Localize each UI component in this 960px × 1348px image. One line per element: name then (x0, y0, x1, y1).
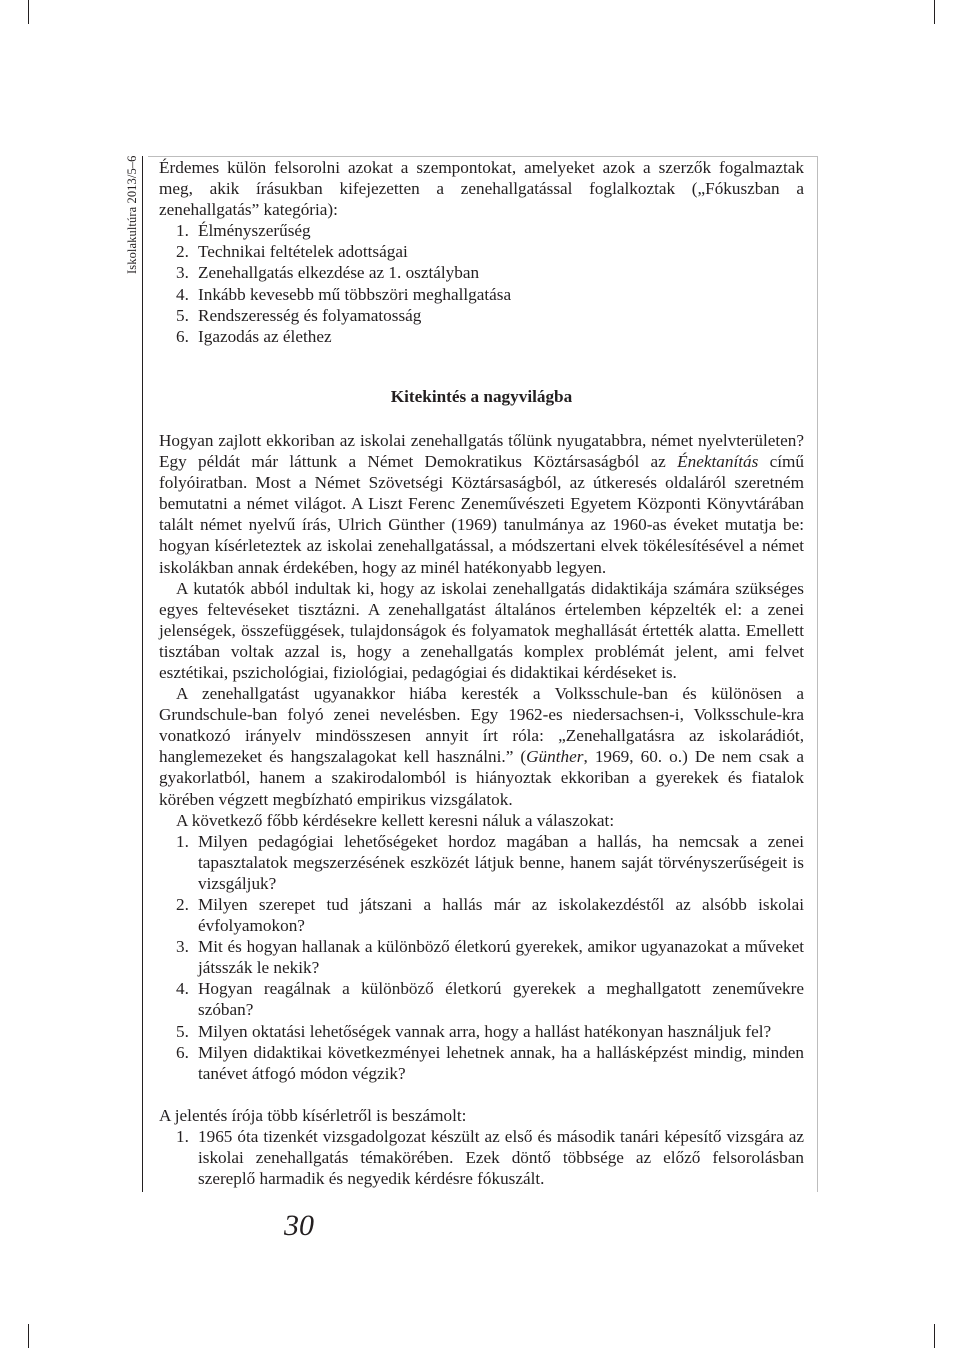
list-item: 2. Milyen szerepet tud játszani a hallás már az iskolakezdéstől az alsóbb iskolai évfolyamokon? (176, 895, 804, 936)
crop-mark-top-right (934, 0, 935, 24)
list-item: 5. Rendszeresség és folyamatosság (176, 305, 422, 325)
spacer (159, 1084, 804, 1105)
intro-paragraph: Érdemes külön felsorolni azokat a szempontokat, amelyeket azok a szerzők fogalmaztak meg, akik írásukban kifejezetten a zenehallgatással foglalkoztak („Fókuszban a zenehallgatás” kategória): (159, 158, 804, 220)
paragraph-2: A kutatók abból indultak ki, hogy az iskolai zenehallgatás didaktikája számára szükséges egyes feltevéseket tisztázni. A zenehallgatást általános értelemben képzelték el: a zenei jelenségek, összefüggések, tulajdonságok és folyamatok meghallását értették alatta. Emellett tisztában voltak azzal is, hogy a zenehallgatás komplex problémát jelent, ami felvet esztétikai, pszichológiai, fiziológiai, pedagógiai és didaktikai kérdéseket is. (159, 578, 804, 682)
experiments-list (159, 1126, 804, 1189)
crop-mark-bottom-left (28, 1324, 29, 1348)
list-item: 6. Igazodás az élethez (176, 326, 332, 346)
criteria-list (159, 220, 804, 347)
paragraph-4: A következő főbb kérdésekre kellett keresni náluk a válaszokat: (176, 810, 615, 830)
list-item: 3. Zenehallgatás elkezdése az 1. osztályban (176, 263, 480, 283)
list-item: 1. Élményszerűség (176, 221, 311, 241)
paragraph-3: A zenehallgatást ugyanakkor hiába keresték a Volksschule-ban és különösen a Grundschule-ban folyó zenei nevelésben. Egy 1962-es niedersachsen-i, Volksschule-kra vonatkozó irányelv mindösszesen annyit írt róla: „Zenehallgatásra az iskolarádiót, hanglemezeket és hangszalagokat kell használni.” (Günther, 1969, 60. o.) De nem csak a gyakorlatból, hanem a szakirodalomból is hiányoztak ekkoriban a gyerekek és fiatalok körében végzett megbízható empirikus vizsgálatok. (159, 684, 804, 809)
list-item: 4. Hogyan reagálnak a különböző életkorú gyerekek a meghallgatott zeneművekre szóban? (176, 979, 804, 1020)
list-item: 3. Mit és hogyan hallanak a különböző életkorú gyerekek, amikor ugyanazokat a műveket játsszák le nekik? (176, 937, 804, 978)
paragraph-5: A jelentés írója több kísérletről is beszámolt: (159, 1105, 467, 1125)
list-item: 6. Milyen didaktikai következményei lehetnek annak, ha a hallásképzést mindig, minden tanévet átfogó módon végzik? (176, 1042, 804, 1083)
section-heading: Kitekintés a nagyvilágba (390, 386, 573, 406)
questions-list (159, 831, 804, 1084)
article-body (159, 157, 804, 1189)
list-item: 4. Inkább kevesebb mű többszöri meghallgatása (176, 284, 512, 304)
text-block-right-border (817, 156, 818, 1192)
list-item: 1. Milyen pedagógiai lehetőségeket hordoz magában a hallás, ha nemcsak a zenei tapasztalatok megszerzésének eszközét látjuk benne, hanem saját törvényszerűségeit is vizsgáljuk? (176, 831, 804, 893)
paragraph-1: Hogyan zajlott ekkoriban az iskolai zenehallgatás tőlünk nyugatabbra, német nyelvterületen? Egy példát már láttunk a Német Demokratikus Köztársaságból az Énektanítás című folyóiratban. Most a Német Szövetségi Köztársaságból, az útkeresés oldaláról szeretném bemutatni a német világot. A Liszt Ferenc Zeneművészeti Egyetem Központi Könyvtárában talált német nyelvű írás, Ulrich Günther (1969) tanulmánya az 1960-as éveket mutatja be: hogyan kísérleteztek az iskolai zenehallgatással, a módszertani elvek tökélesítésével a német iskolákban annak érdekében, hogy az minél hatékonyabb legyen. (159, 430, 804, 577)
margin-rule (142, 156, 143, 1192)
list-item: 2. Technikai feltételek adottságai (176, 242, 408, 262)
journal-running-head (121, 155, 149, 278)
journal-label: Iskolakultúra 2013/5–6 (125, 155, 139, 274)
list-item: 1. 1965 óta tizenkét vizsgadolgozat készült az első és második tanári képesítő vizsgára az iskolai zenehallgatás témakörében. Ezek döntő többsége az előző felsorolásban szereplő harmadik és negyedik kérdésre fókuszált. (176, 1126, 804, 1189)
crop-mark-bottom-right (934, 1324, 935, 1348)
crop-mark-top-left (28, 0, 29, 24)
page-number: 30 (284, 1209, 314, 1242)
list-item: 5. Milyen oktatási lehetőségek vannak arra, hogy a hallást hatékonyan használjuk fel? (176, 1021, 772, 1041)
